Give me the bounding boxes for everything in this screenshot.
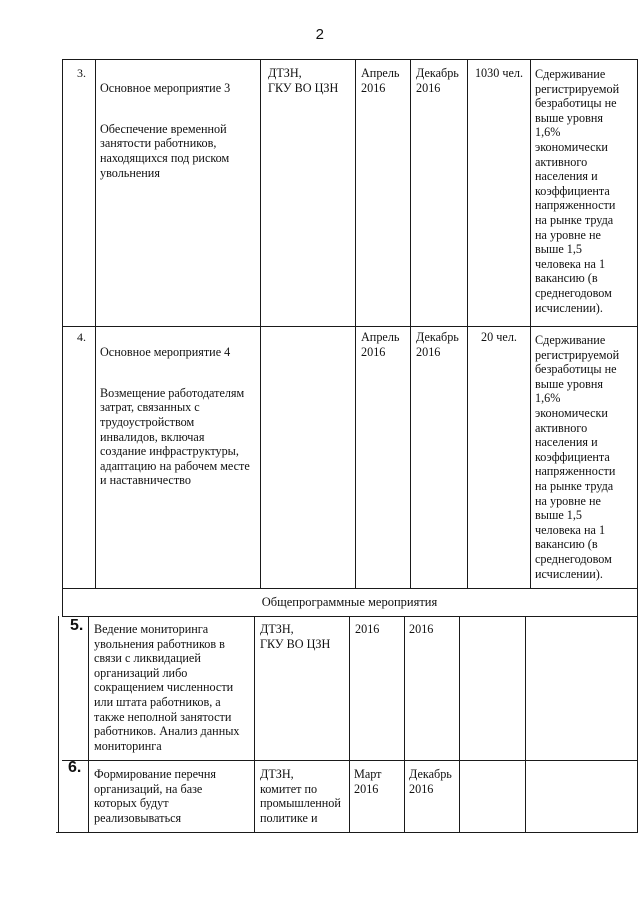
end-date-cell: 2016: [409, 622, 434, 636]
executor-cell: ДТЗН, ГКУ ВО ЦЗН: [260, 622, 331, 651]
executor-cell: ДТЗН, ГКУ ВО ЦЗН: [268, 66, 339, 95]
row-number: 6.: [68, 759, 82, 776]
measure-description: Обеспечение временной занятости работников, находящихся под риском увольнения: [100, 121, 230, 180]
measure-cell: [100, 330, 258, 503]
measure-title: Основное мероприятие 4: [100, 344, 231, 359]
result-cell: Сдерживание регистрируемой безработицы не выше уровня 1,6% экономически активного населения и коэффициента напряженности на рынке труда на уровне не выше 1,5 человека на 1 вакансию (в среднегодовом исчислении).: [535, 67, 620, 315]
start-date-cell: Апрель 2016: [361, 66, 400, 95]
row-number: 4.: [77, 330, 86, 344]
measure-title: Основное мероприятие 3: [100, 80, 231, 95]
section-heading: Общепрограммные мероприятия: [261, 595, 438, 609]
end-date-cell: Декабрь 2016: [416, 330, 459, 359]
start-date-cell: Март 2016: [354, 767, 382, 796]
end-date-cell: Декабрь 2016: [409, 767, 452, 796]
page-number: 2: [315, 26, 325, 43]
result-cell: Сдерживание регистрируемой безработицы не выше уровня 1,6% экономически активного населения и коэффициента напряженности на рынке труда на уровне не выше 1,5 человека на 1 вакансию (в среднегодовом исчислении).: [535, 333, 620, 581]
executor-cell: ДТЗН, комитет по промышленной политике и: [260, 767, 341, 825]
measure-description: Ведение мониторинга увольнения работников в связи с ликвидацией организаций либо сокращением численности или штата работников, а также неполной занятости работников. Анализ данных мониторинга: [94, 622, 240, 753]
count-cell: 20 чел.: [481, 330, 517, 344]
start-date-cell: Апрель 2016: [361, 330, 400, 359]
count-cell: 1030 чел.: [474, 66, 524, 80]
row-number: 3.: [77, 66, 86, 80]
measure-description: Формирование перечня организаций, на базе которых будут реализовываться: [94, 767, 216, 825]
measure-cell: [100, 66, 258, 195]
row-number: 5.: [70, 617, 84, 634]
measure-description: Возмещение работодателям затрат, связанных с трудоустройством инвалидов, включая создание инфраструктуры, адаптацию на рабочем месте и наставничество: [100, 385, 250, 488]
start-date-cell: 2016: [355, 622, 380, 636]
end-date-cell: Декабрь 2016: [416, 66, 459, 95]
